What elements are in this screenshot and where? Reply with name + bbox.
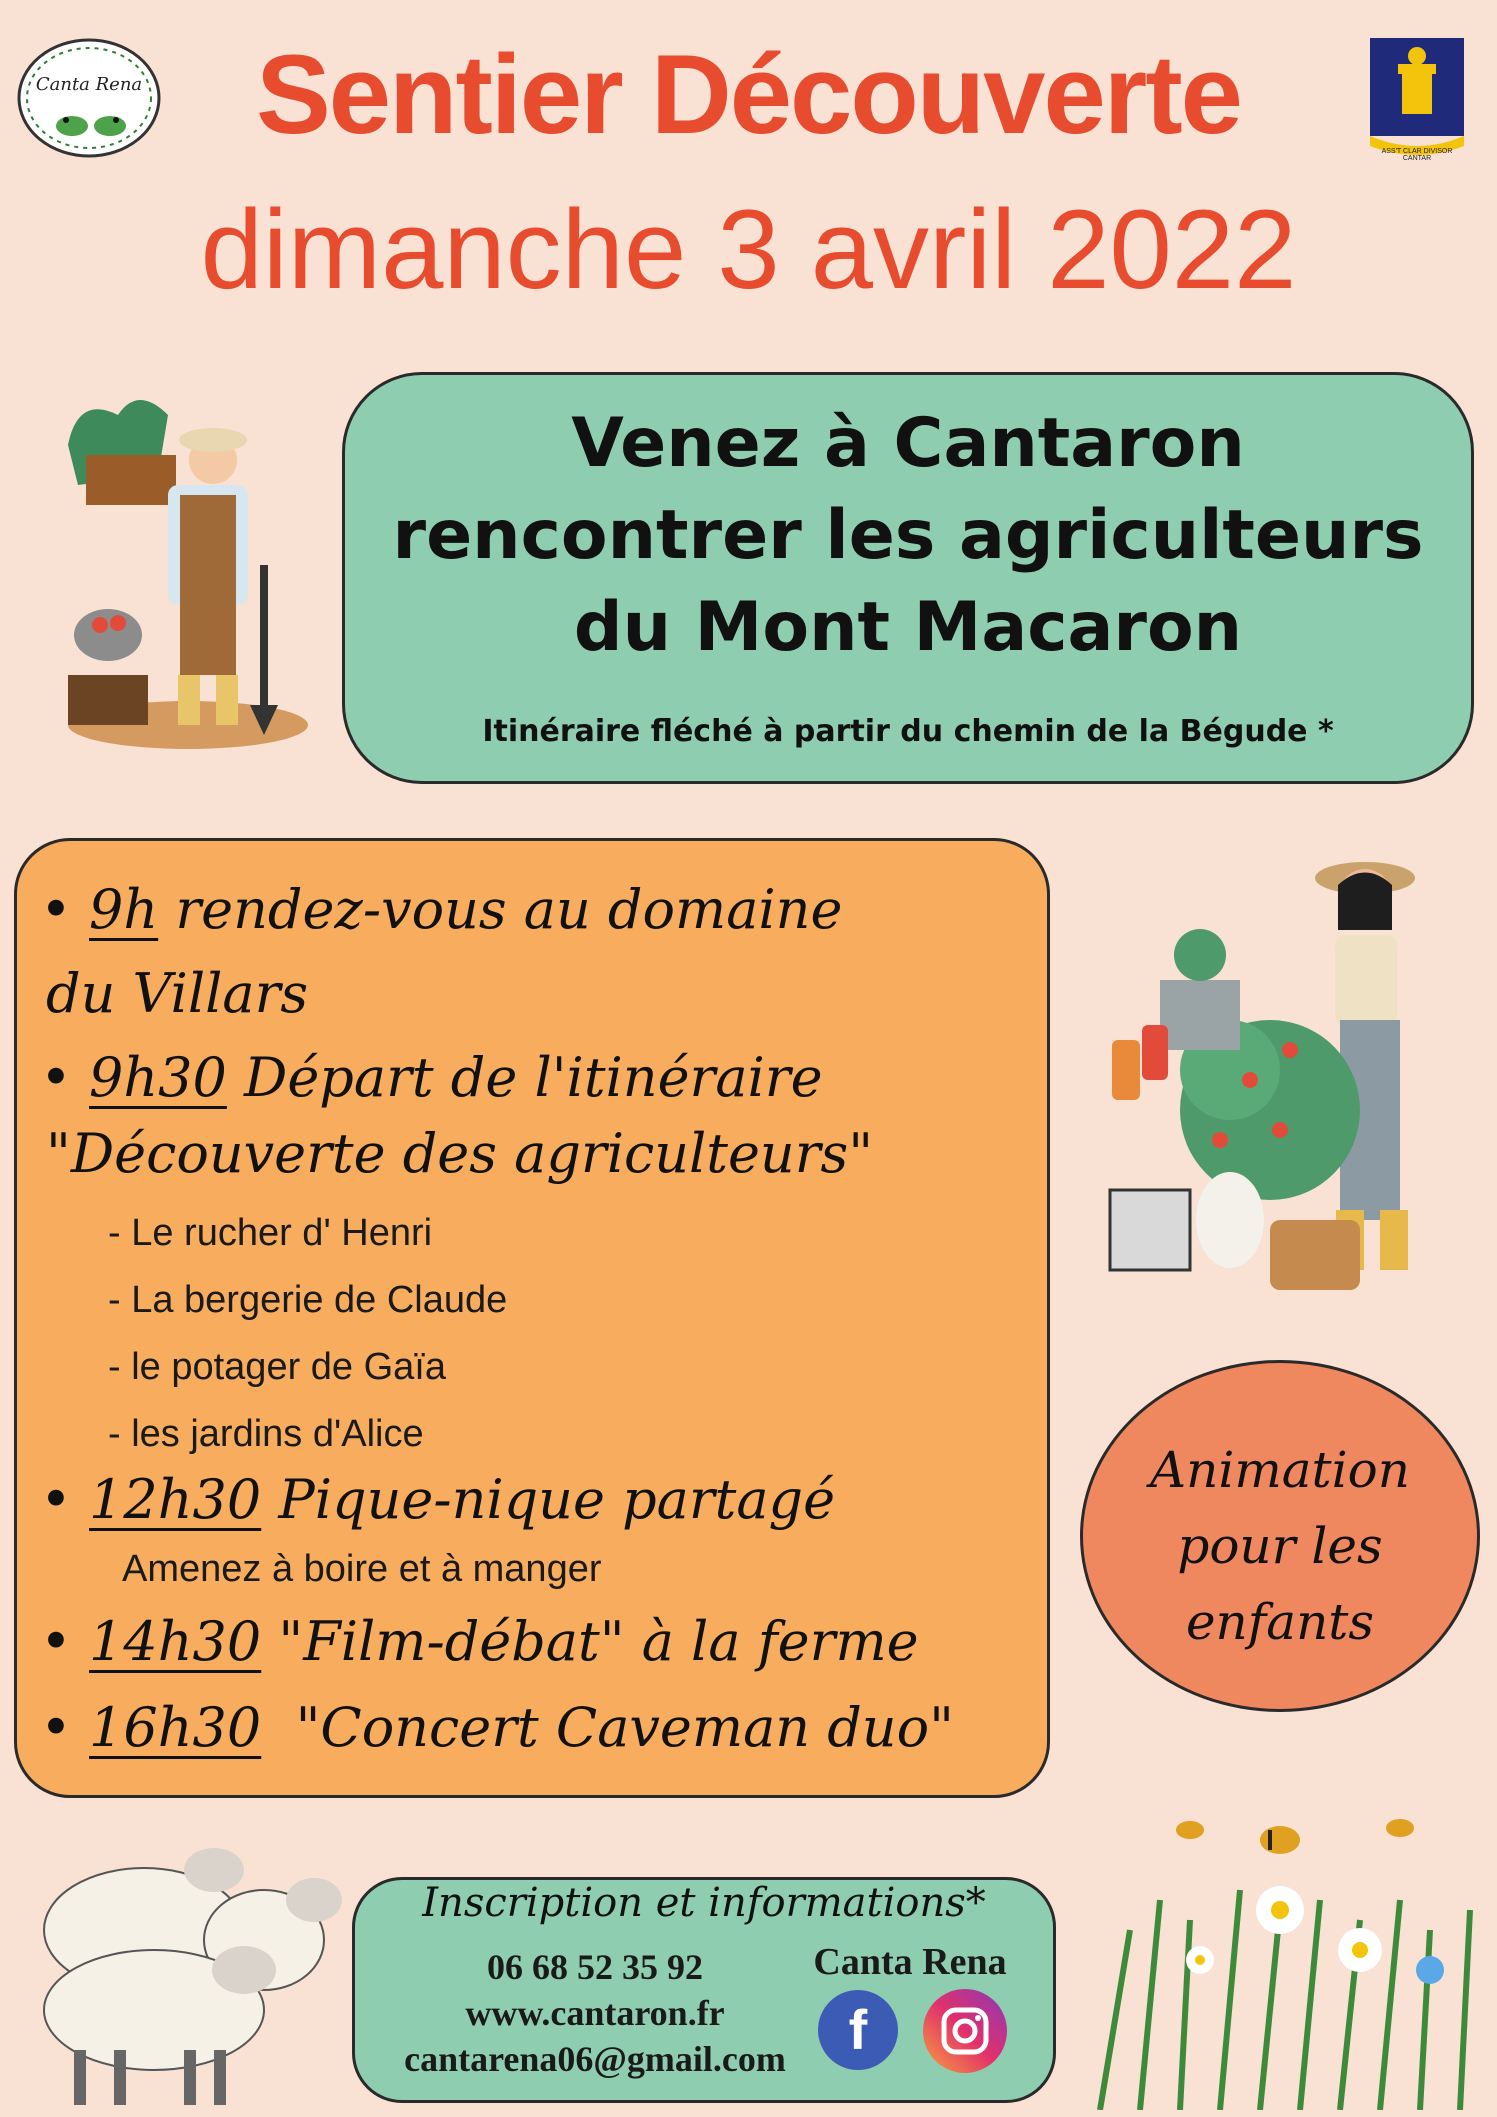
animation-line-1: Animation [1150,1441,1410,1499]
program-item-5: • 16h30 "Concert Caveman duo" [40,1696,954,1759]
coat-of-arms-logo [1368,36,1466,166]
item-4-text: "Film-débat" à la ferme [261,1610,919,1673]
program-item-2: • 9h30 Départ de l'itinéraire "Découverte des agriculteurs" [40,1040,873,1192]
program-item-1: • 9h rendez-vous au domaine du Villars [40,868,842,1036]
website-link[interactable]: www.cantaron.fr [465,1993,725,2033]
farm-item: - Le rucher d' Henri [108,1212,433,1254]
facebook-glyph: f [818,1990,898,2070]
item-4-time: 14h30 [89,1610,262,1673]
phone-number[interactable]: 06 68 52 35 92 [487,1947,703,1987]
instagram-icon[interactable] [922,1988,1008,2078]
gardener-illustration [1100,840,1480,1310]
farm-item: - La bergerie de Claude [108,1279,508,1321]
page-title: Sentier Découverte [256,32,1241,157]
invite-line-1: Venez à Cantaron [571,404,1245,483]
item-5-text: "Concert Caveman duo" [261,1696,954,1759]
email-link[interactable]: cantarena06@gmail.com [404,2039,786,2079]
route-note: Itinéraire fléché à partir du chemin de la Bégude * [482,714,1334,749]
farm-list [108,1200,507,1468]
logo-left-text: Canta Rena [35,74,143,95]
invite-line-3: du Mont Macaron [573,588,1243,667]
item-3-note: Amenez à boire et à manger [122,1548,602,1590]
invite-heading [342,398,1474,674]
org-name: Canta Rena [813,1941,1007,1983]
item-3-text: Pique-nique partagé [261,1468,836,1531]
item-2-time: 9h30 [89,1046,227,1109]
sheep-illustration [14,1820,344,2110]
info-heading: Inscription et informations* [422,1880,986,1926]
item-1-time: 9h [89,878,159,941]
item-5-time: 16h30 [89,1696,262,1759]
item-1-text-2: du Villars [46,962,309,1025]
farm-item: - le potager de Gaïa [108,1346,446,1388]
children-activity-text [1080,1432,1480,1660]
invite-line-2: rencontrer les agriculteurs [392,496,1424,575]
item-3-time: 12h30 [89,1468,262,1531]
farm-item: - les jardins d'Alice [108,1413,424,1455]
item-2-text: Départ de l'itinéraire [226,1046,823,1109]
item-2-text-2: "Découverte des agriculteurs" [46,1122,874,1185]
program-item-4: • 14h30 "Film-débat" à la ferme [40,1610,919,1673]
contact-details [370,1944,820,2082]
flowers-bees-illustration [1070,1810,1490,2110]
farmer-illustration [38,385,318,755]
canta-rena-logo [14,34,164,162]
logo-right-motto: ASS'T CLAR DIVISOR CANTAR [1381,148,1453,162]
animation-line-2: pour les [1177,1517,1383,1575]
program-item-3: • 12h30 Pique-nique partagé [40,1468,836,1531]
item-1-text: rendez-vous au domaine [158,878,843,941]
facebook-icon[interactable] [818,1990,898,2070]
animation-line-3: enfants [1185,1593,1375,1651]
event-date: dimanche 3 avril 2022 [200,187,1297,312]
